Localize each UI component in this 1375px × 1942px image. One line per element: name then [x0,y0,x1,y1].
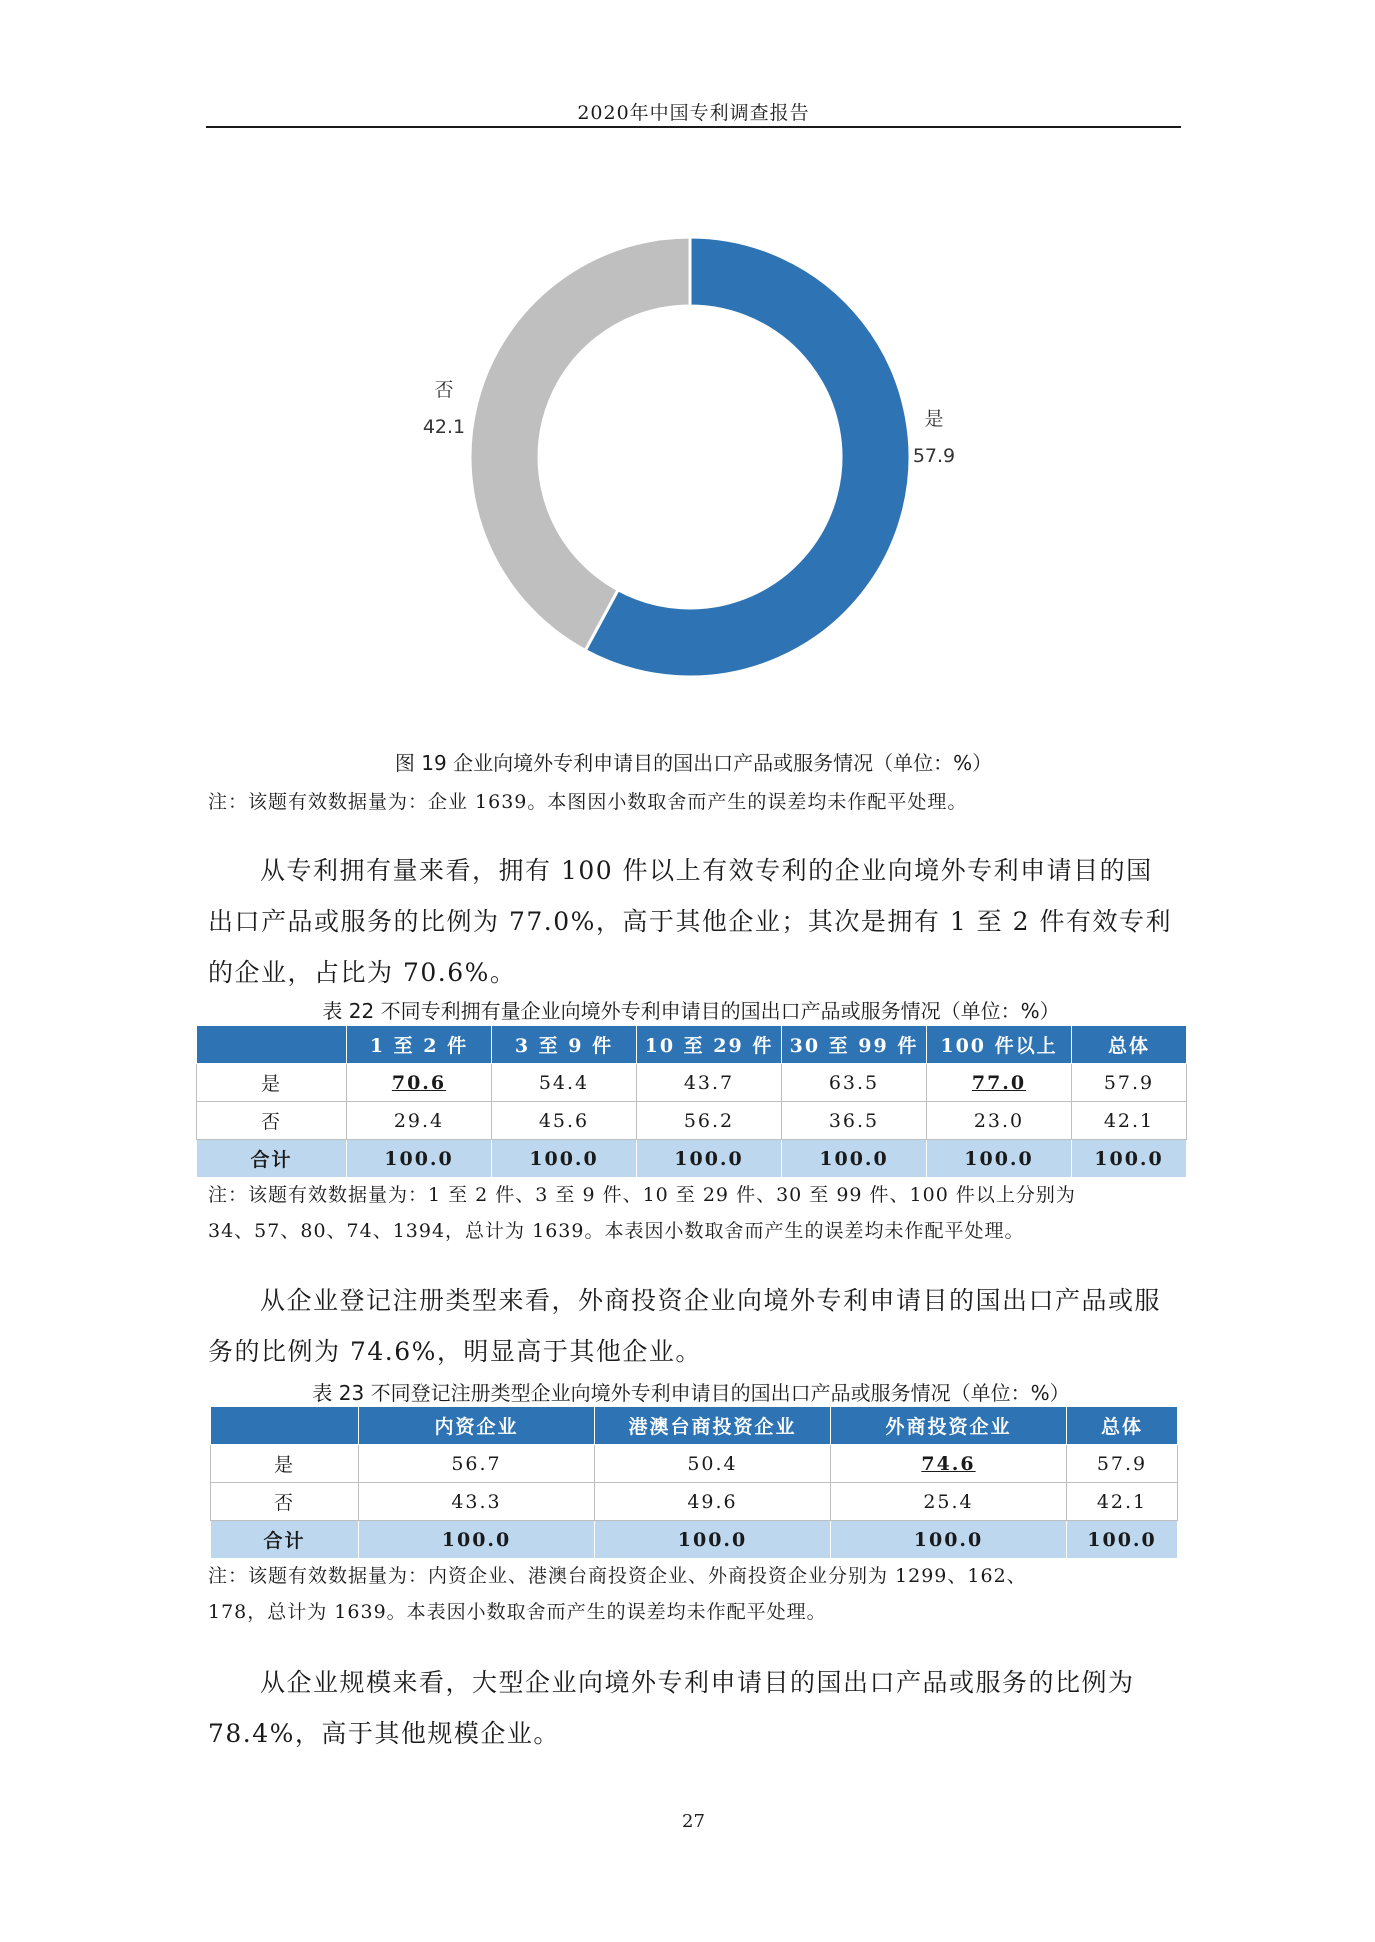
table23-cell: 43.3 [359,1483,595,1521]
table22-cell: 56.2 [637,1102,782,1140]
table23-cell: 56.7 [359,1445,595,1483]
table22-note-line2: 34、57、80、74、1394，总计为 1639。本表因小数取舍而产生的误差均未作配平处理。 [208,1220,1025,1242]
donut-slice-no [470,237,690,650]
table22-header-10-29: 10 至 29 件 [637,1026,782,1064]
table22-rowhead-yes: 是 [197,1064,347,1102]
table22-rowhead-total: 合计 [197,1140,347,1178]
slice-label-yes [908,404,960,467]
table-row [197,1102,1187,1140]
table22-cell [347,1064,492,1102]
paragraph-patent-holdings: 从专利拥有量来看，拥有 100 件以上有效专利的企业向境外专利申请目的国出口产品或服务的比例为 77.0%，高于其他企业；其次是拥有 1 至 2 件有效专利的企业，占比为 70.6%。 [208,856,1172,987]
table23-cell-value-highlight: 74.6 [921,1452,976,1475]
table22-cell: 57.9 [1072,1064,1187,1102]
table22 [196,1025,1187,1178]
table23-cell: 100.0 [359,1521,595,1559]
table22-header-3-9: 3 至 9 件 [492,1026,637,1064]
table22-cell-value-highlight: 70.6 [391,1071,447,1094]
table23-note-line1: 注：该题有效数据量为：内资企业、港澳台商投资企业、外商投资企业分别为 1299、162、 [208,1565,1027,1587]
table22-cell: 42.1 [1072,1102,1187,1140]
table23-cell [831,1445,1067,1483]
table-row-total [211,1521,1178,1559]
figure-note: 注：该题有效数据量为：企业 1639。本图因小数取舍而产生的误差均未作配平处理。 [208,791,968,813]
slice-label-yes-value: 57.9 [912,445,956,467]
table23-cell: 100.0 [831,1521,1067,1559]
table22-header-30-99: 30 至 99 件 [782,1026,927,1064]
table22-header-row [197,1026,1187,1064]
table22-cell: 54.4 [492,1064,637,1102]
table22-cell: 63.5 [782,1064,927,1102]
table22-caption: 表 22 不同专利拥有量企业向境外专利申请目的国出口产品或服务情况（单位：%） [322,999,1060,1023]
table23-caption: 表 23 不同登记注册类型企业向境外专利申请目的国出口产品或服务情况（单位：%） [312,1381,1070,1405]
table-row [211,1445,1178,1483]
table23-rowhead-yes: 是 [211,1445,359,1483]
table23-cell: 100.0 [1067,1521,1178,1559]
slice-label-no [418,375,470,438]
table22-cell [927,1064,1072,1102]
table23-rowhead-no: 否 [211,1483,359,1521]
table23-header-domestic: 内资企业 [359,1407,595,1445]
table22-header-1-2: 1 至 2 件 [347,1026,492,1064]
table-row [211,1483,1178,1521]
table22-header-100plus: 100 件以上 [927,1026,1072,1064]
table23-header-total: 总体 [1067,1407,1178,1445]
paragraph-enterprise-size: 从企业规模来看，大型企业向境外专利申请目的国出口产品或服务的比例为 78.4%，高于其他规模企业。 [208,1668,1135,1748]
table23-rowhead-total: 合计 [211,1521,359,1559]
page-number: 27 [682,1811,705,1832]
running-header: 2020年中国专利调查报告 [577,102,810,124]
table22-header-blank [197,1026,347,1064]
table22-cell: 36.5 [782,1102,927,1140]
table22-header-total: 总体 [1072,1026,1187,1064]
paragraph-registration-type: 从企业登记注册类型来看，外商投资企业向境外专利申请目的国出口产品或服务的比例为 74.6%，明显高于其他企业。 [208,1286,1162,1366]
table23-note-line2: 178，总计为 1639。本表因小数取舍而产生的误差均未作配平处理。 [208,1601,827,1623]
table-row-total [197,1140,1187,1178]
slice-label-yes-name: 是 [924,408,944,430]
table23-header-foreign: 外商投资企业 [831,1407,1067,1445]
table23-cell: 57.9 [1067,1445,1178,1483]
table22-cell: 100.0 [782,1140,927,1178]
table22-cell-value-highlight: 77.0 [971,1071,1027,1094]
table23-header-blank [211,1407,359,1445]
table22-cell: 45.6 [492,1102,637,1140]
table23-cell: 25.4 [831,1483,1067,1521]
slice-label-no-name: 否 [434,379,454,401]
table22-cell: 100.0 [927,1140,1072,1178]
table23-header-row [211,1407,1178,1445]
table22-note-line1: 注：该题有效数据量为：1 至 2 件、3 至 9 件、10 至 29 件、30 至 99 件、100 件以上分别为 [208,1184,1076,1206]
table22-cell: 23.0 [927,1102,1072,1140]
table23-cell: 100.0 [595,1521,831,1559]
table-row [197,1064,1187,1102]
table22-cell: 100.0 [637,1140,782,1178]
donut-chart [0,0,1375,700]
table23-cell: 49.6 [595,1483,831,1521]
figure-caption: 图 19 企业向境外专利申请目的国出口产品或服务情况（单位：%） [394,751,993,775]
table23 [210,1406,1178,1559]
table23-note [208,1558,1178,1630]
table23-header-hk-macao-taiwan: 港澳台商投资企业 [595,1407,831,1445]
slice-label-no-value: 42.1 [422,416,466,438]
table23-cell: 50.4 [595,1445,831,1483]
table22-note [208,1177,1178,1249]
table22-rowhead-no: 否 [197,1102,347,1140]
table23-cell: 42.1 [1067,1483,1178,1521]
table22-cell: 100.0 [347,1140,492,1178]
table22-cell: 100.0 [1072,1140,1187,1178]
table22-cell: 29.4 [347,1102,492,1140]
table22-cell: 43.7 [637,1064,782,1102]
table22-cell: 100.0 [492,1140,637,1178]
